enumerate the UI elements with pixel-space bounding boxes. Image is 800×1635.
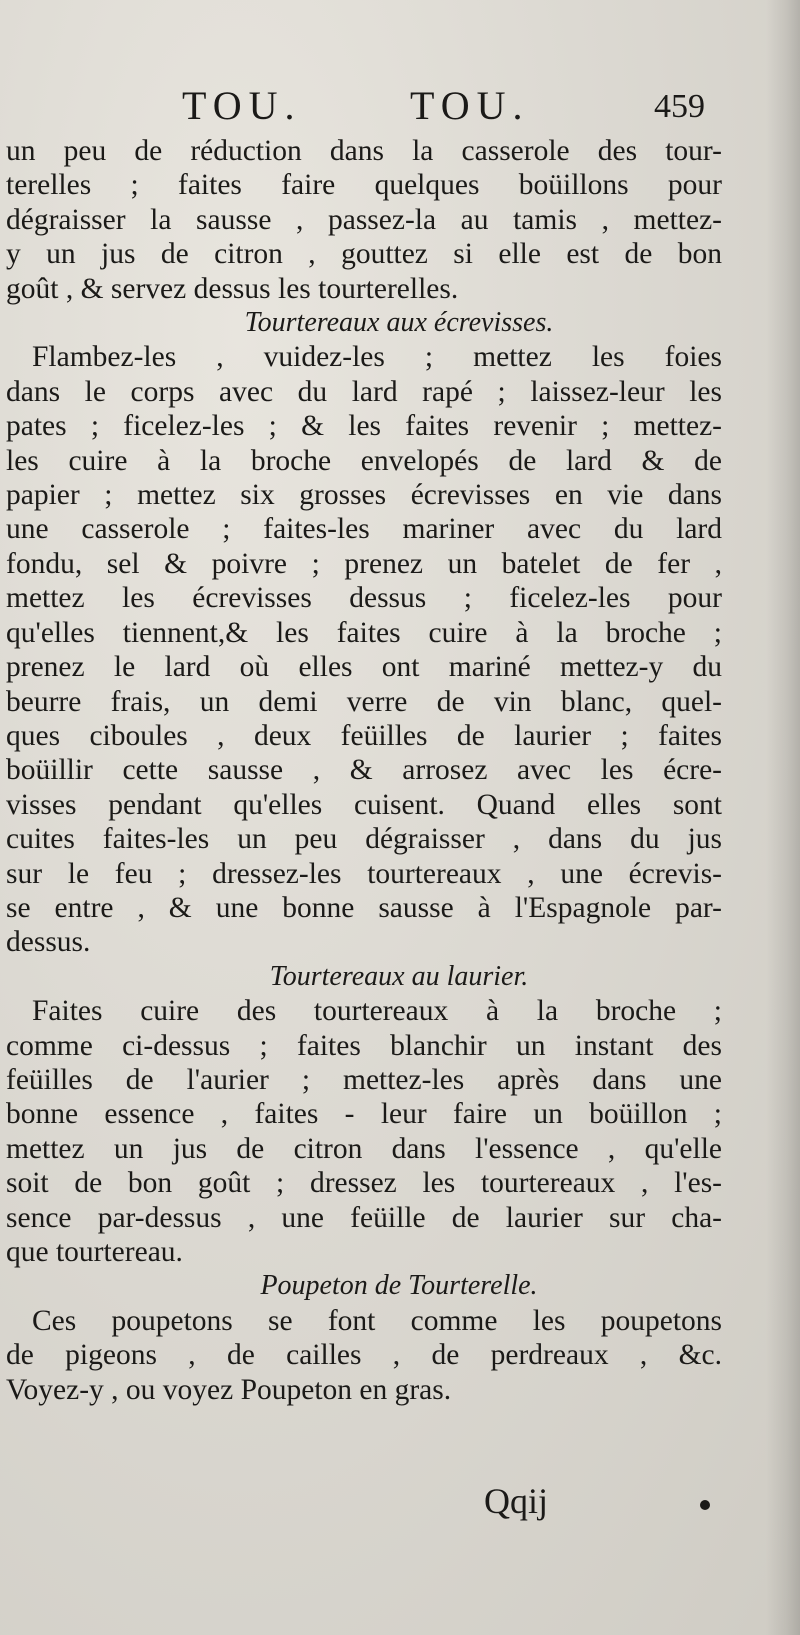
text-line: y un jus de citron , gouttez si elle est de bon bbox=[6, 238, 722, 271]
text-line: mettez les écrevisses dessus ; ficelez-les pour bbox=[6, 582, 722, 615]
running-head-left: TOU. bbox=[182, 83, 302, 128]
text-line: Flambez-les , vuidez-les ; mettez les foies bbox=[32, 341, 722, 374]
text-line: bonne essence , faites - leur faire un boüillon ; bbox=[6, 1098, 722, 1131]
text-line: papier ; mettez six grosses écrevisses en vie dans bbox=[6, 479, 722, 512]
text-line: feüilles de l'aurier ; mettez-les après dans une bbox=[6, 1063, 722, 1096]
text-line: Faites cuire des tourtereaux à la broche ; bbox=[32, 995, 722, 1028]
text-line: une casserole ; faites-les mariner avec du lard bbox=[6, 513, 722, 546]
text-line: boüillir cette sausse , & arrosez avec les écre- bbox=[6, 754, 722, 787]
section-title-laurier: Tourtereaux au laurier. bbox=[269, 960, 529, 992]
text-line: se entre , & une bonne sausse à l'Espagnole par- bbox=[6, 891, 722, 924]
running-head bbox=[0, 82, 800, 134]
text-line: dégraisser la sausse , passez-la au tamis , mettez- bbox=[6, 203, 722, 236]
text-line: fondu, sel & poivre ; prenez un batelet de fer , bbox=[6, 547, 722, 580]
text-line: que tourtereau. bbox=[6, 1236, 183, 1268]
text-line: Voyez-y , ou voyez Poupeton en gras. bbox=[6, 1373, 452, 1406]
text-line: sence par-dessus , une feüille de laurier sur cha- bbox=[6, 1201, 722, 1234]
running-head-right: TOU. bbox=[410, 83, 530, 128]
text-line: mettez un jus de citron dans l'essence , qu'elle bbox=[6, 1132, 722, 1165]
text-line: pates ; ficelez-les ; & les faites revenir ; mettez- bbox=[6, 410, 722, 443]
text-line: comme ci-dessus ; faites blanchir un instant des bbox=[6, 1029, 722, 1062]
text-line: dessus. bbox=[6, 926, 91, 959]
text-line: qu'elles tiennent,& les faites cuire à la broche ; bbox=[6, 616, 722, 649]
text-line: cuites faites-les un peu dégraisser , dans du jus bbox=[6, 823, 722, 856]
signature-mark: Qqij bbox=[484, 1481, 549, 1521]
text-line: un peu de réduction dans la casserole des tour- bbox=[6, 135, 722, 167]
text-line: sur le feu ; dressez-les tourtereaux , une écrevis- bbox=[6, 857, 722, 890]
text-line: soit de bon goût ; dressez les tourtereaux , l'es- bbox=[6, 1167, 722, 1200]
text-line: dans le corps avec du lard rapé ; laissez-leur les bbox=[6, 375, 722, 408]
text-line: visses pendant qu'elles cuisent. Quand elles sont bbox=[6, 788, 722, 821]
section-title-poupeton: Poupeton de Tourterelle. bbox=[260, 1270, 538, 1302]
section-title-ecrevisses: Tourtereaux aux écrevisses. bbox=[244, 307, 554, 339]
text-line: beurre frais, un demi verre de vin blanc, quel- bbox=[6, 685, 722, 718]
page-text bbox=[6, 134, 722, 1407]
text-line: les cuire à la broche envelopés de lard & de bbox=[6, 444, 722, 477]
text-line: de pigeons , de cailles , de perdreaux , &c. bbox=[6, 1339, 722, 1372]
text-line: Ces poupetons se font comme les poupetons bbox=[32, 1304, 722, 1337]
text-line: ques ciboules , deux feüilles de laurier ; faites bbox=[6, 719, 722, 752]
text-line: prenez le lard où elles ont mariné mettez-y du bbox=[6, 651, 722, 684]
ink-dot bbox=[700, 1500, 710, 1510]
text-line: terelles ; faites faire quelques boüillons pour bbox=[6, 169, 722, 202]
text-line: goût , & servez dessus les tourterelles. bbox=[6, 272, 459, 305]
page-number: 459 bbox=[654, 88, 705, 125]
